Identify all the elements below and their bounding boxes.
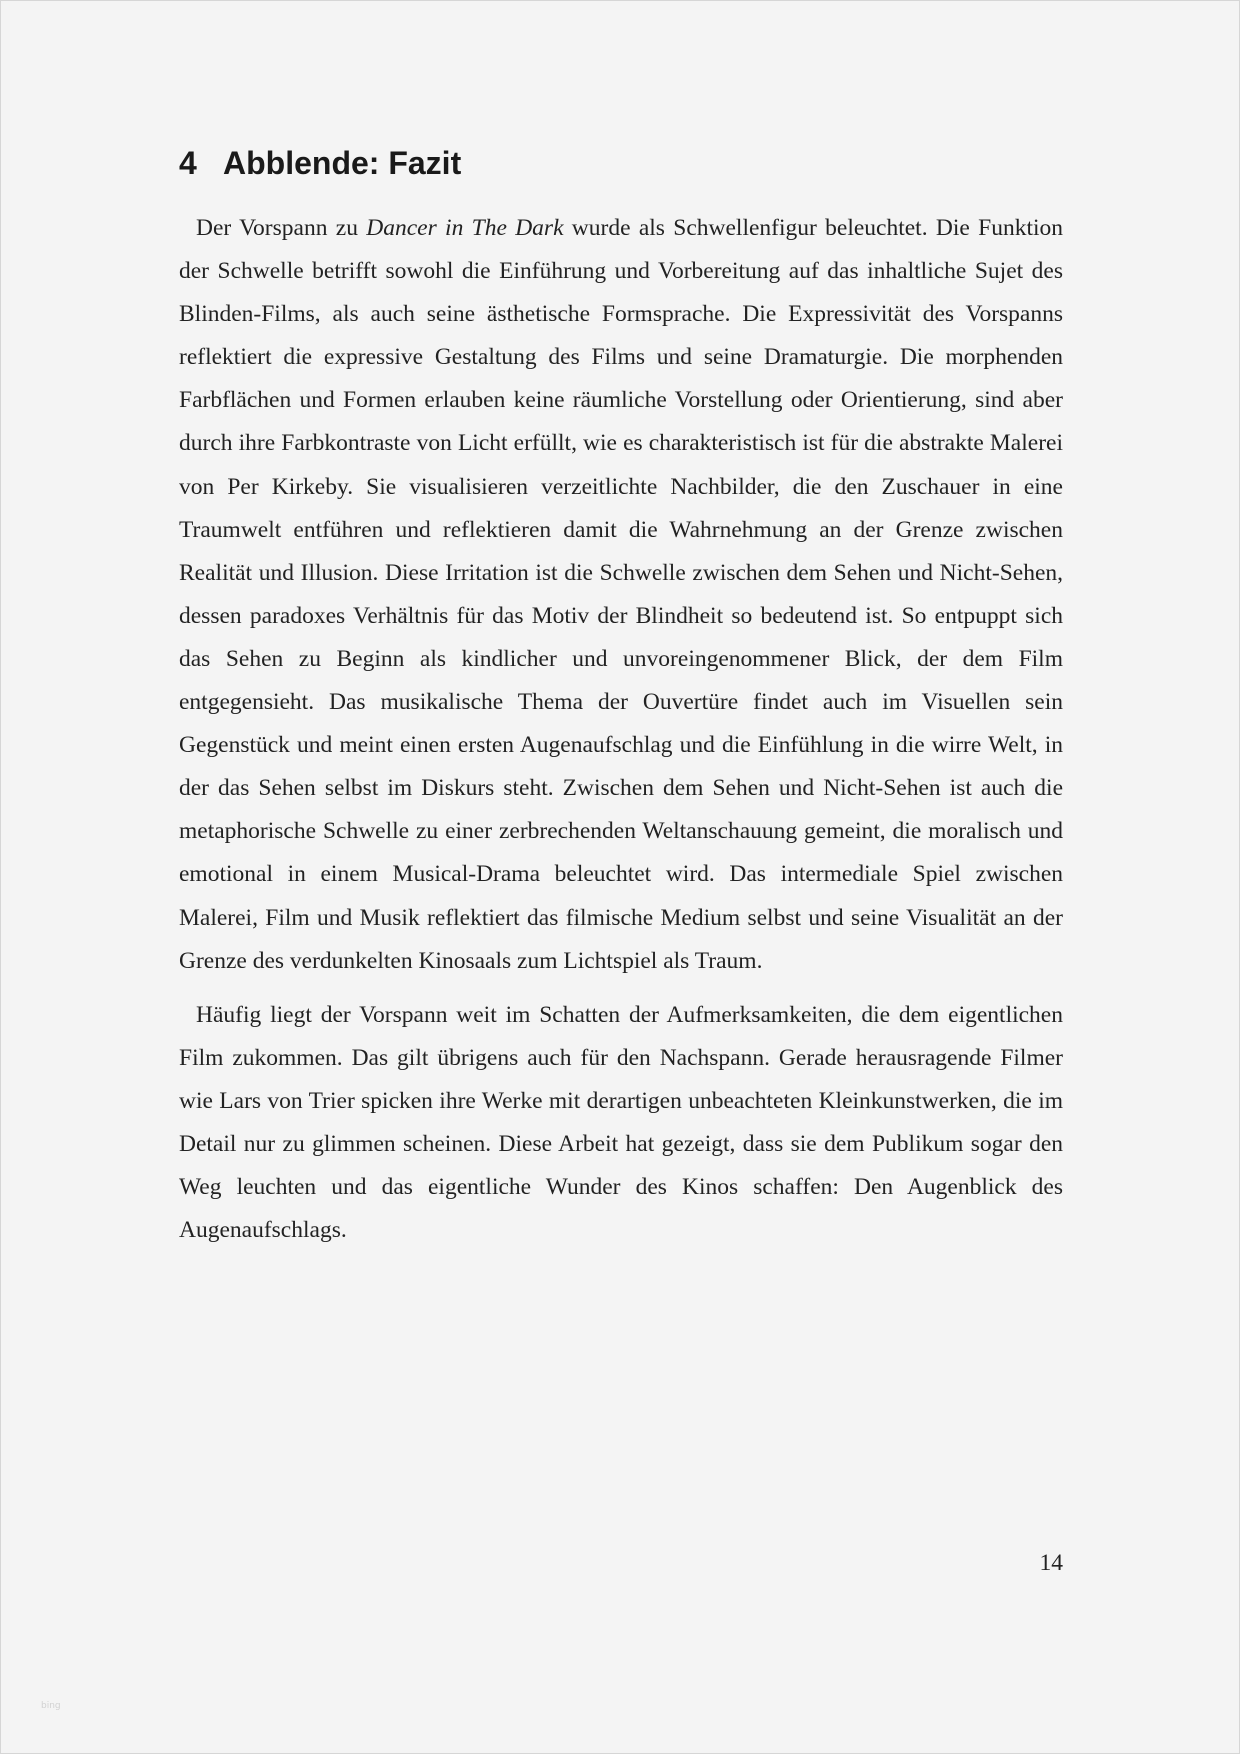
paragraph-1-rest: wurde als Schwellenfigur beleuchtet. Die Funktion der Schwelle betrifft sowohl die Einführung und Vorbereitung auf das inhaltliche Sujet des Blinden-Films, als auch seine ästhetische Formsprache. Die Expressivität des Vorspanns reflektiert die expressive Gestaltung des Films und seine Dramaturgie. Die morphenden Farbflächen und Formen erlauben keine räumliche Vorstellung oder Orientierung, sind aber durch ihre Farbkontraste von Licht erfüllt, wie es charakteristisch ist für die abstrakte Malerei von Per Kirkeby. Sie visualisieren verzeitlichte Nachbilder, die den Zuschauer in eine Traumwelt entführen und reflektieren damit die Wahrnehmung an der Grenze zwischen Realität und Illusion. Diese Irritation ist die Schwelle zwischen dem Sehen und Nicht-Sehen, dessen paradoxes Verhältnis für das Motiv der Blindheit so bedeutend ist. So entpuppt sich das Sehen zu Beginn als kindlicher und unvoreingenommener Blick, der dem Film entgegensieht. Das musikalische Thema der Ouvertüre findet auch im Visuellen sein Gegenstück und meint einen ersten Augenaufschlag und die Einfühlung in die wirre Welt, in der das Sehen selbst im Diskurs steht. Zwischen dem Sehen und Nicht-Sehen ist auch die metaphorische Schwelle zu einer zerbrechenden Weltanschauung gemeint, die moralisch und emotional in einem Musical-Drama beleuchtet wird. Das intermediale Spiel zwischen Malerei, Film und Musik reflektiert das filmische Medium selbst und seine Visualität an der Grenze des verdunkelten Kinosaals zum Lichtspiel als Traum. xyxy=(179,215,1063,974)
paragraph-2: Häufig liegt der Vorspann weit im Schatten der Aufmerksamkeiten, die dem eigentlichen Film zukommen. Das gilt übrigens auch für den Nachspann. Gerade herausragende Filmer wie Lars von Trier spicken ihre Werke mit derartigen unbeachteten Kleinkunstwerken, die im Detail nur zu glimmen scheinen. Diese Arbeit hat gezeigt, dass sie dem Publikum sogar den Weg leuchten und das eigentliche Wunder des Kinos schaffen: Den Augenblick des Augenaufschlags. xyxy=(179,1001,1063,1244)
section-number: 4 xyxy=(179,145,197,181)
film-title: Dancer in The Dark xyxy=(366,215,564,241)
section-heading xyxy=(179,141,461,185)
page-number: 14 xyxy=(1039,1550,1063,1576)
paragraph-1-lead: Der Vorspann zu xyxy=(196,215,367,241)
section-title: Abblende: Fazit xyxy=(223,145,462,181)
body-text xyxy=(179,207,1063,1252)
watermark-mark: bing xyxy=(41,1701,61,1711)
paragraph-1 xyxy=(179,207,1063,983)
